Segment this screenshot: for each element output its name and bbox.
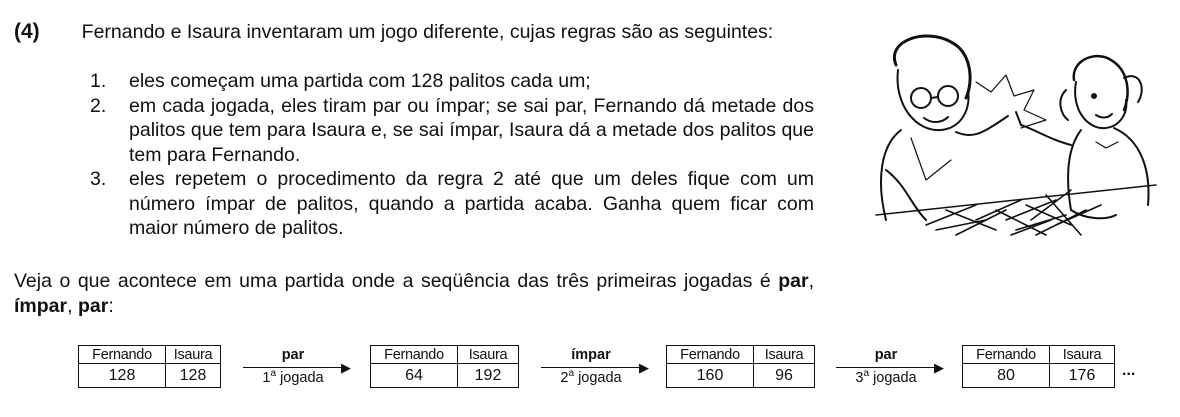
continuation-ellipsis: ...: [1122, 362, 1136, 379]
separator: ,: [67, 294, 73, 317]
isaura-count: 96: [754, 364, 815, 388]
rule-index: 2.: [90, 94, 107, 117]
state-table: [370, 345, 519, 388]
rule-text: eles repetem o procedimento da regra 2 até que um deles fique com um número ímpar de palitos, quando a partida acaba. Ganha quem ficar com maior número de palitos.: [129, 168, 814, 239]
rule-text: eles começam uma partida com 128 palitos cada um;: [129, 70, 591, 92]
move-ordinal: 1$^a$ jogada: [262, 368, 324, 386]
fernando-count: 80: [963, 364, 1050, 388]
state-table: [666, 345, 815, 388]
move-ordinal: 3$^a$ jogada: [855, 368, 917, 386]
rule-index: 3.: [90, 168, 107, 190]
rule-text: em cada jogada, eles tiram par ou ímpar; se sai par, Fernando dá metade dos palitos que tem para Isaura e, se sai ímpar, Isaura dá a metade dos palitos que tem para Fernando.: [129, 94, 814, 166]
sequence-word: ímpar: [14, 294, 68, 317]
header-fernando: Fernando: [963, 346, 1050, 364]
rule-index: 1.: [90, 70, 107, 92]
arrow-head-icon: ▶: [639, 360, 649, 375]
state-table: [78, 345, 221, 388]
rule-item: [90, 94, 814, 168]
arrow-head-icon: ▶: [341, 360, 351, 375]
move-label: ímpar: [571, 347, 611, 363]
arrow-line: [836, 367, 940, 368]
problem-intro: [14, 20, 814, 45]
move-arrow: [243, 346, 353, 390]
move-label: par: [874, 347, 898, 363]
sequence-word: par: [778, 270, 809, 292]
sequence-intro-text: Veja o que acontece em uma partida onde a seqüência das três primeiras jogadas é: [14, 270, 771, 292]
header-isaura: Isaura: [754, 346, 815, 364]
isaura-count: 192: [458, 364, 519, 388]
isaura-count: 176: [1050, 364, 1115, 388]
header-isaura: Isaura: [1050, 346, 1115, 364]
arrow-head-icon: ▶: [934, 360, 944, 375]
sequence-description: [14, 269, 814, 318]
move-arrow: [836, 346, 946, 390]
fernando-count: 128: [79, 364, 166, 388]
move-ordinal: 2$^a$ jogada: [560, 368, 622, 386]
move-label: par: [281, 347, 305, 363]
intro-text: Fernando e Isaura inventaram um jogo diferente, cujas regras são as seguintes:: [81, 21, 774, 43]
problem-number: (4): [14, 20, 40, 43]
header-fernando: Fernando: [667, 346, 754, 364]
arrow-line: [243, 367, 347, 368]
separator: :: [108, 294, 114, 317]
arrow-line: [541, 367, 645, 368]
fernando-count: 160: [667, 364, 754, 388]
fernando-count: 64: [371, 364, 458, 388]
header-fernando: Fernando: [371, 346, 458, 364]
isaura-count: 128: [166, 364, 221, 388]
rule-item: [90, 69, 814, 94]
children-playing-illustration: [856, 20, 1172, 260]
state-table: [962, 345, 1115, 388]
separator: ,: [808, 270, 814, 292]
rule-item: [90, 167, 814, 241]
header-isaura: Isaura: [166, 346, 221, 364]
header-isaura: Isaura: [458, 346, 519, 364]
header-fernando: Fernando: [79, 346, 166, 364]
sequence-word: par: [77, 294, 109, 317]
move-arrow: [541, 346, 651, 390]
rules-list: [90, 69, 814, 241]
